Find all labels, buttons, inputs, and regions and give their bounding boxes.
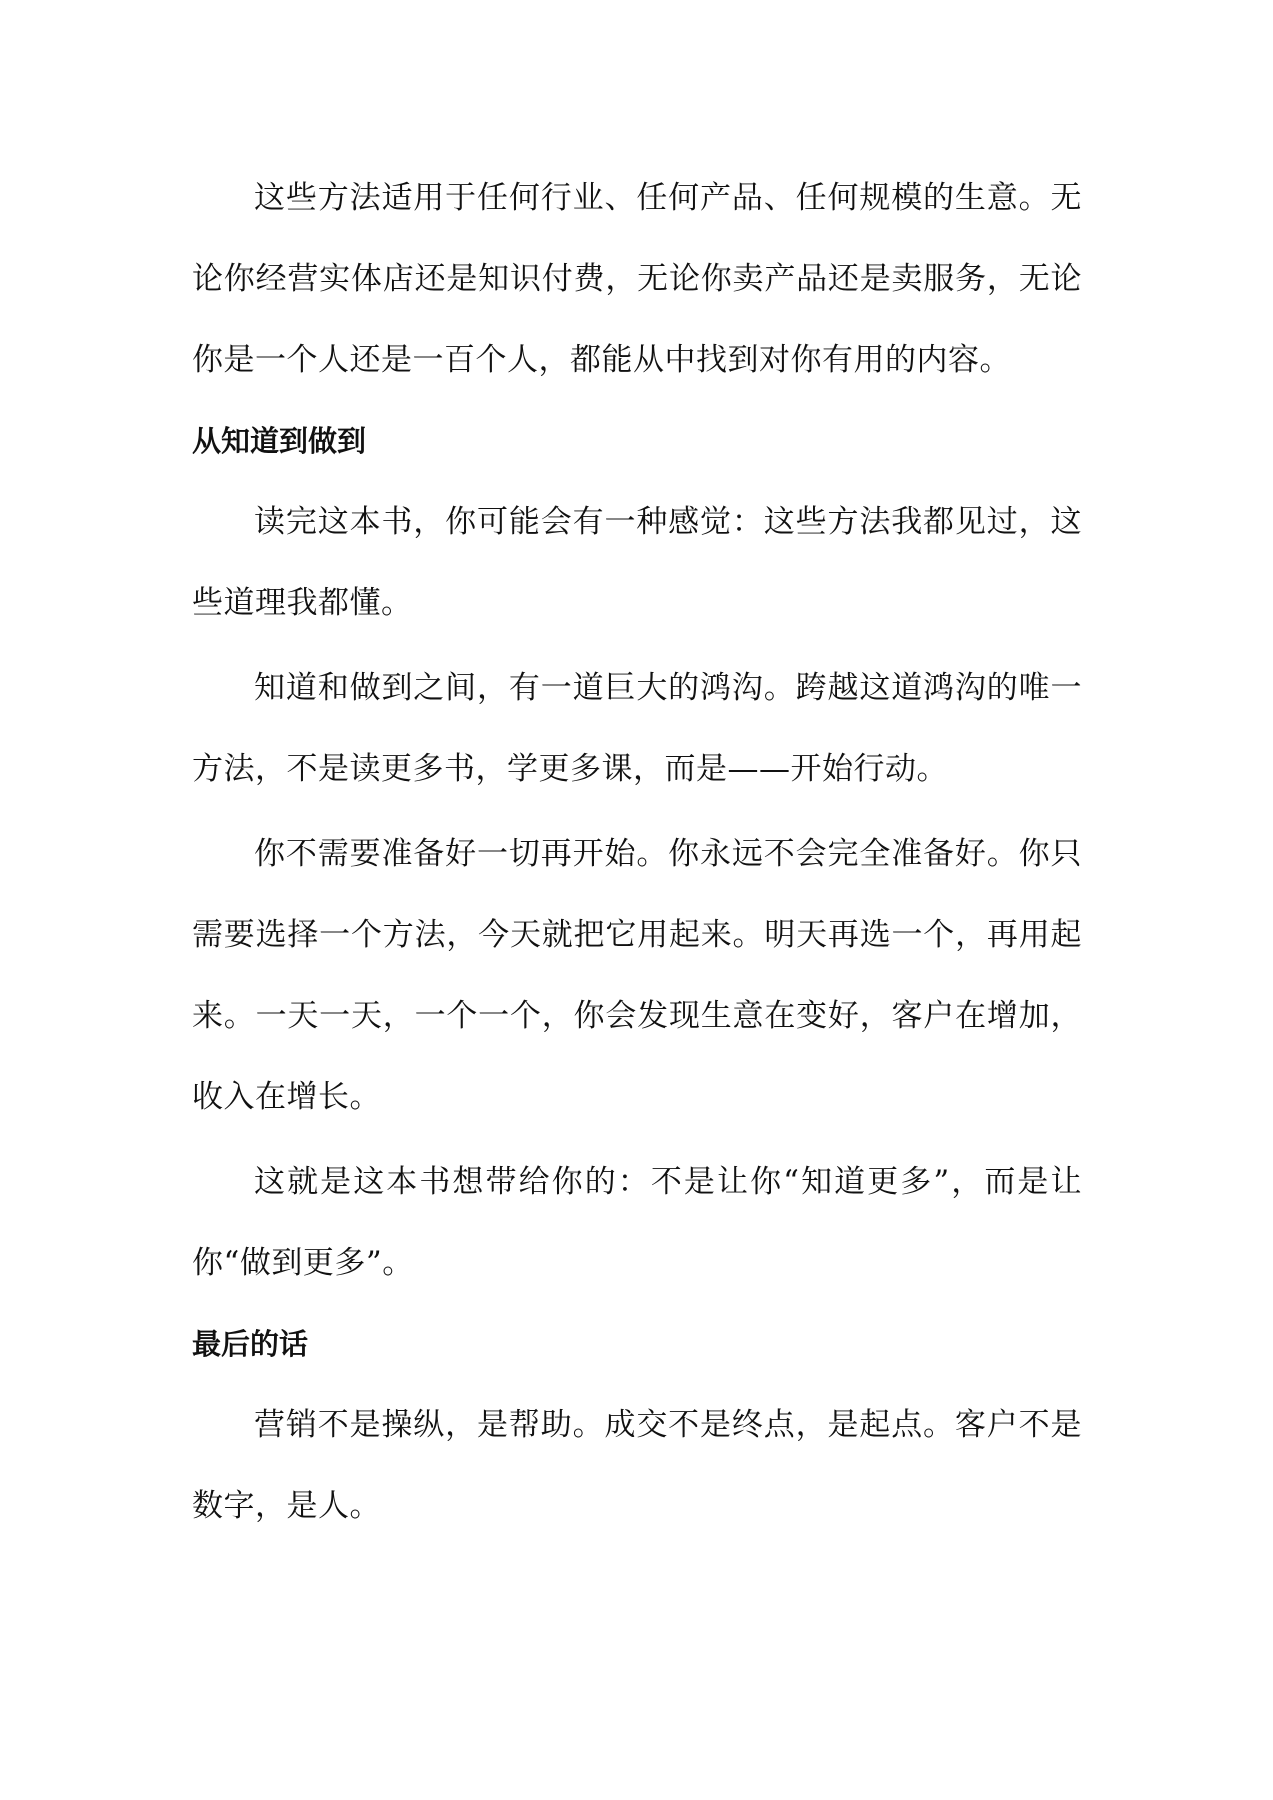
paragraph-applicability: 这些方法适用于任何行业、任何产品、任何规模的生意。无论你经营实体店还是知识付费，无论你卖产品还是卖服务，无论你是一个人还是一百个人，都能从中找到对你有用的内容。 [192, 180, 1082, 378]
paragraph-gap-between-knowing-doing: 知道和做到之间，有一道巨大的鸿沟。跨越这道鸿沟的唯一方法，不是读更多书，学更多课，而是——开始行动。 [192, 670, 1082, 787]
paragraph-after-reading: 读完这本书，你可能会有一种感觉：这些方法我都见过，这些道理我都懂。 [192, 504, 1082, 621]
paragraph-start-now: 你不需要准备好一切再开始。你永远不会完全准备好。你只需要选择一个方法，今天就把它用起来。明天再选一个，再用起来。一天一天，一个一个，你会发现生意在变好，客户在增加，收入在增长。 [192, 836, 1082, 1115]
section-heading-final-words: 最后的话 [192, 1327, 309, 1361]
section-heading-knowing-to-doing: 从知道到做到 [192, 424, 367, 458]
paragraph-book-purpose: 这就是这本书想带给你的：不是让你“知道更多”，而是让你“做到更多”。 [192, 1164, 1082, 1281]
paragraph-marketing-is-help: 营销不是操纵，是帮助。成交不是终点，是起点。客户不是数字，是人。 [192, 1407, 1082, 1524]
body-text [192, 158, 1082, 1547]
